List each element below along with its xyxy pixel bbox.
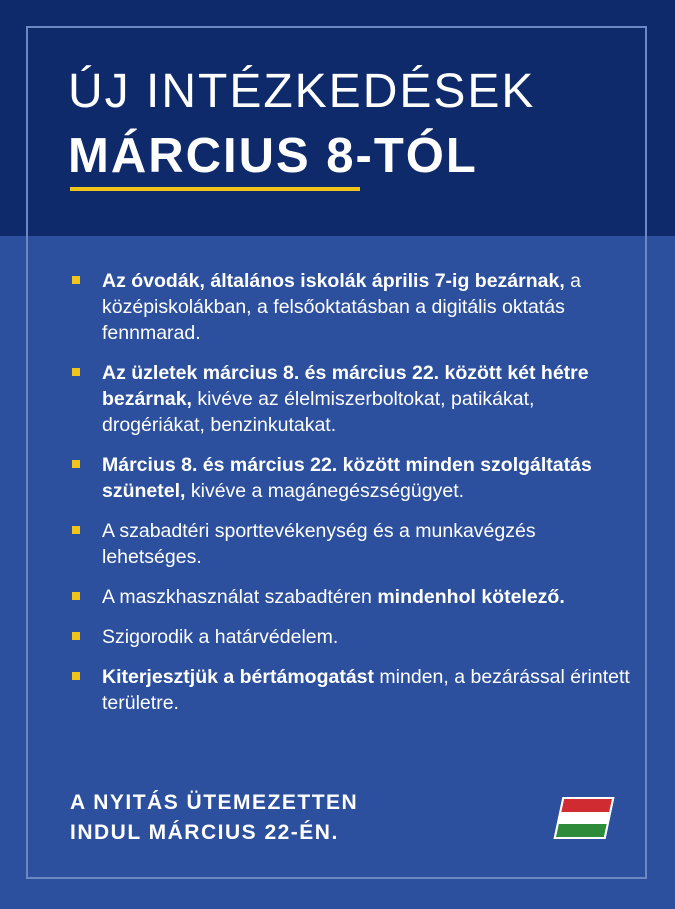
flag-green-stripe [556,824,607,837]
footer-line2: INDUL MÁRCIUS 22-ÉN. [70,821,339,844]
bullet-icon [72,672,80,680]
list-item [72,584,632,610]
bullet-icon [72,276,80,284]
measures-list [72,268,632,730]
list-item [72,360,632,438]
item-text: Szigorodik a határvédelem. [102,626,339,648]
list-item [72,664,632,716]
bullet-icon [72,632,80,640]
item-text: A maszkhasználat szabadtéren [102,586,378,608]
title-underline [70,187,360,191]
item-bold-text: Az üzletek március 8. és március 22. között két hétre bezárnak, [102,362,589,410]
footer-line1: A NYITÁS ÜTEMEZETTEN [70,791,359,814]
page-title-line2: MÁRCIUS 8-TÓL [68,129,478,183]
item-text: A szabadtéri sporttevékenység és a munkavégzés lehetséges. [102,520,536,568]
item-bold-text: Az óvodák, általános iskolák április 7-ig bezárnak, [102,270,565,292]
bullet-icon [72,460,80,468]
item-text: kivéve az élelmiszerboltokat, patikákat, drogériákat, benzinkutakat. [102,388,535,436]
bullet-icon [72,526,80,534]
item-text: a középiskolákban, a felsőoktatásban a digitális oktatás fennmarad. [102,270,582,344]
list-item [72,624,632,650]
list-item [72,518,632,570]
item-bold-text: mindenhol kötelező. [377,586,565,608]
hungarian-flag-icon [554,797,615,839]
list-item [72,268,632,346]
item-bold-text: Március 8. és március 22. között minden szolgáltatás szünetel, [102,454,592,502]
bullet-icon [72,368,80,376]
item-bold-text: Kiterjesztjük a bértámogatást [102,666,375,688]
list-item [72,452,632,504]
item-text: minden, a bezárással érintett területre. [102,666,630,714]
bullet-icon [72,592,80,600]
flag-red-stripe [561,799,612,812]
item-text: kivéve a magánegészségügyet. [185,480,465,502]
flag-white-stripe [559,812,610,825]
page-title-line1: ÚJ INTÉZKEDÉSEK [68,65,536,118]
